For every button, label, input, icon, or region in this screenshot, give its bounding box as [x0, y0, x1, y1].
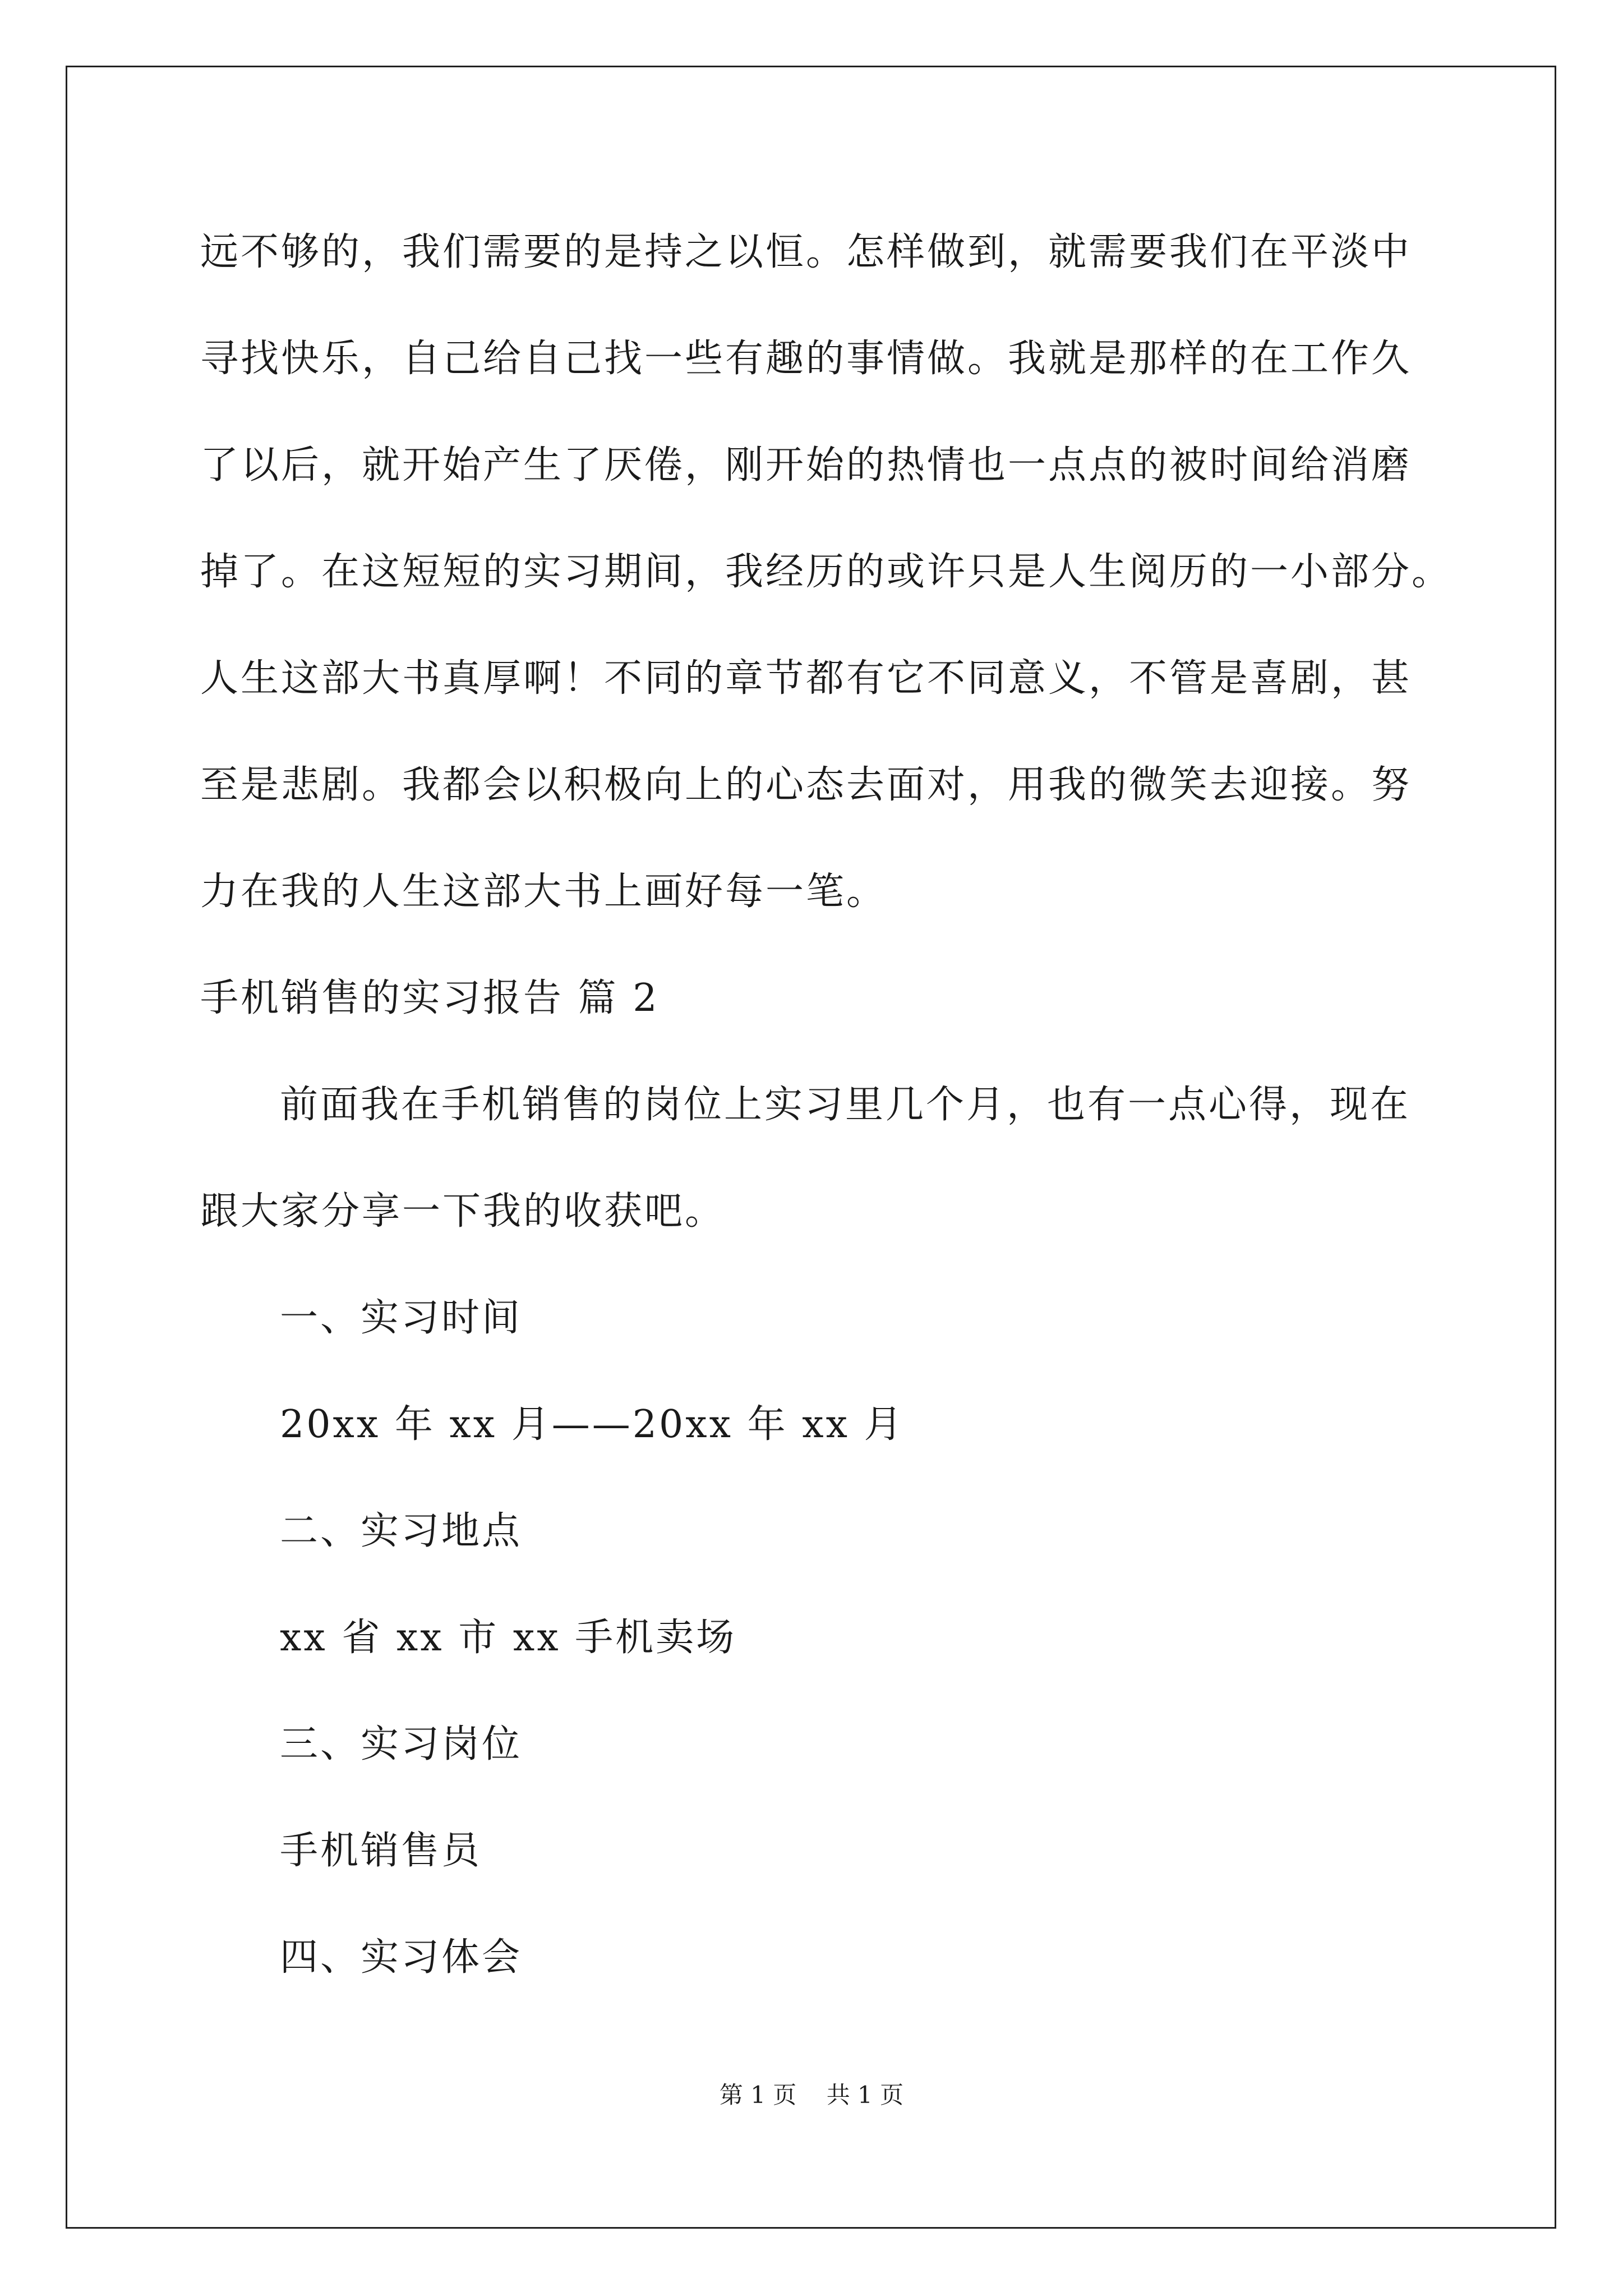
body-text-line: 远不够的，我们需要的是持之以恒。怎样做到，就需要我们在平淡中 — [200, 230, 1412, 274]
list-value: 手机销售员 — [280, 1829, 482, 1873]
list-heading: 三、实习岗位 — [280, 1722, 523, 1766]
body-text-line: 前面我在手机销售的岗位上实习里几个月，也有一点心得，现在 — [280, 1083, 1411, 1127]
list-value: 20xx 年 xx 月——20xx 年 xx 月 — [280, 1402, 905, 1447]
body-text-line: 掉了。在这短短的实习期间，我经历的或许只是人生阅历的一小部分。 — [200, 550, 1453, 594]
body-text-line: 了以后，就开始产生了厌倦，刚开始的热情也一点点的被时间给消磨 — [200, 443, 1412, 487]
list-heading: 四、实习体会 — [280, 1935, 523, 1980]
body-text-line: 跟大家分享一下我的收获吧。 — [200, 1189, 726, 1234]
section-title: 手机销售的实习报告 篇 2 — [200, 976, 660, 1020]
page-border — [66, 66, 1556, 2229]
list-value: xx 省 xx 市 xx 手机卖场 — [280, 1616, 737, 1660]
page-footer: 第 1 页 共 1 页 — [719, 2081, 904, 2109]
body-text-line: 寻找快乐，自己给自己找一些有趣的事情做。我就是那样的在工作久 — [200, 337, 1412, 381]
list-heading: 二、实习地点 — [280, 1509, 523, 1553]
body-text-line: 至是悲剧。我都会以积极向上的心态去面对，用我的微笑去迎接。努 — [200, 763, 1412, 807]
body-text-line: 人生这部大书真厚啊！不同的章节都有它不同意义，不管是喜剧，甚 — [200, 656, 1412, 701]
list-heading: 一、实习时间 — [280, 1296, 523, 1340]
body-text-line: 力在我的人生这部大书上画好每一笔。 — [200, 869, 887, 914]
